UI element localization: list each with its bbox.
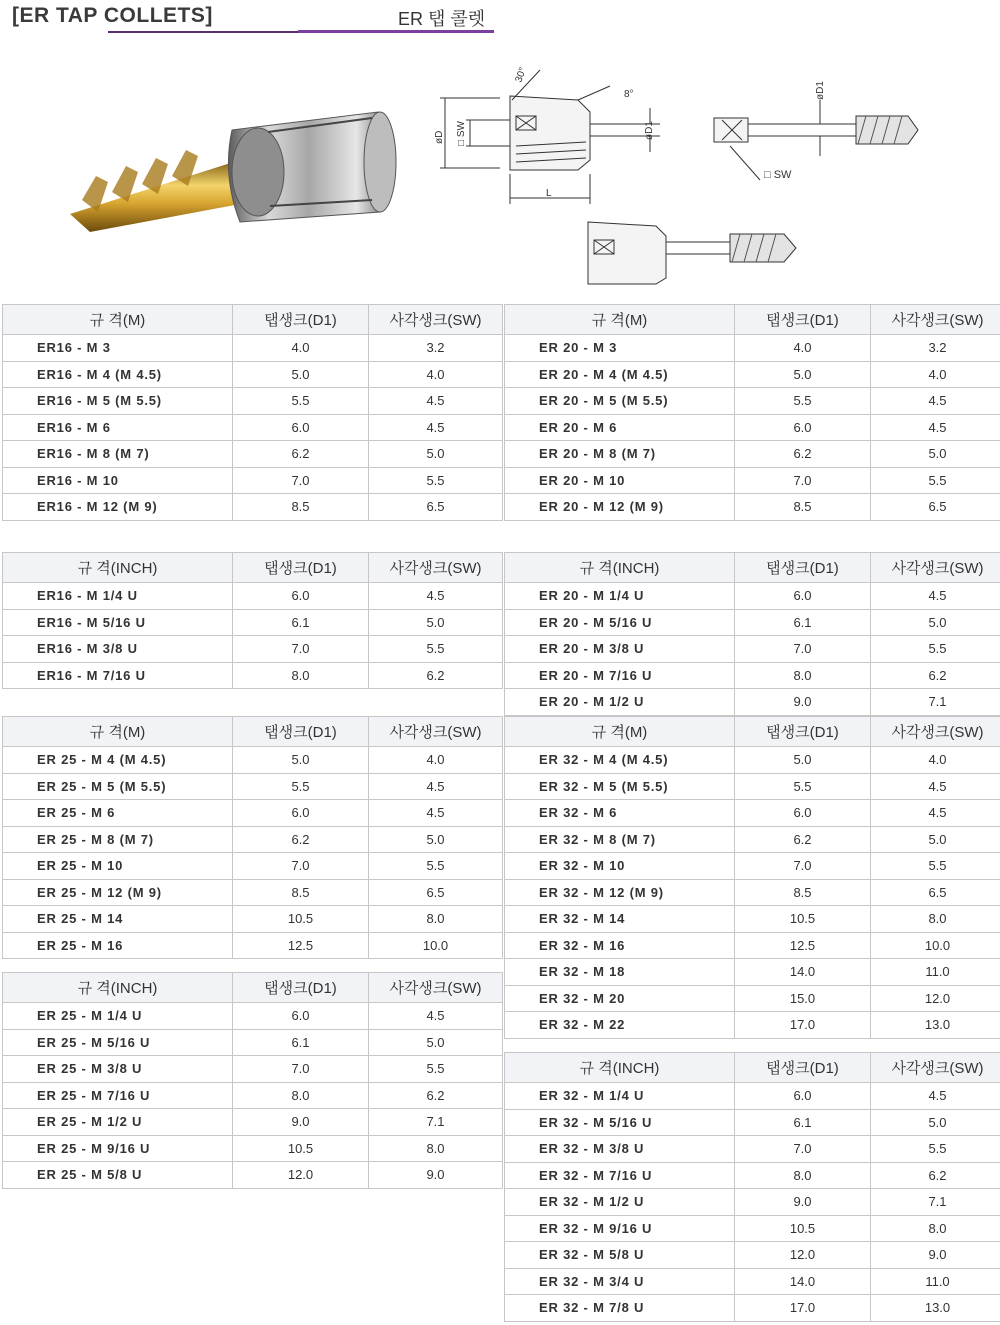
cell-spec: ER 25 - M 16: [3, 932, 233, 959]
cell-d1: 17.0: [735, 1295, 871, 1322]
cell-spec: ER 32 - M 7/16 U: [505, 1162, 735, 1189]
cell-spec: ER 32 - M 4 (M 4.5): [505, 747, 735, 774]
cell-sw: 10.0: [871, 932, 1000, 959]
cell-d1: 7.0: [233, 636, 369, 663]
cell-sw: 6.2: [369, 1082, 503, 1109]
cell-spec: ER 32 - M 7/8 U: [505, 1295, 735, 1322]
col-header-spec: 규 격(INCH): [3, 973, 233, 1003]
tap-sw-label: □ SW: [764, 169, 792, 181]
cell-d1: 9.0: [735, 689, 871, 716]
cell-spec: ER16 - M 7/16 U: [3, 662, 233, 689]
cell-spec: ER 25 - M 5/16 U: [3, 1029, 233, 1056]
angle-8-label: 8°: [624, 89, 634, 100]
cell-d1: 6.2: [233, 441, 369, 468]
dim-l-label: L: [546, 188, 552, 199]
table-header-row: [3, 305, 503, 335]
cell-spec: ER 32 - M 10: [505, 853, 735, 880]
cell-sw: 4.5: [369, 414, 503, 441]
cell-spec: ER 20 - M 10: [505, 467, 735, 494]
table-row: [505, 1215, 1000, 1242]
cell-spec: ER16 - M 5 (M 5.5): [3, 388, 233, 415]
cell-sw: 4.5: [369, 800, 503, 827]
cell-d1: 7.0: [735, 853, 871, 880]
cell-spec: ER 20 - M 1/2 U: [505, 689, 735, 716]
table-row: [505, 853, 1000, 880]
cell-sw: 9.0: [369, 1162, 503, 1189]
spec-table-er32-metric: [504, 716, 1000, 1039]
cell-d1: 9.0: [233, 1109, 369, 1136]
cell-d1: 7.0: [735, 636, 871, 663]
cell-d1: 8.0: [233, 662, 369, 689]
cell-spec: ER 32 - M 1/4 U: [505, 1083, 735, 1110]
cell-spec: ER 20 - M 5 (M 5.5): [505, 388, 735, 415]
table-row: [505, 636, 1000, 663]
table-header-row: [505, 305, 1000, 335]
col-header-d1: 탭생크(D1): [735, 1053, 871, 1083]
cell-spec: ER16 - M 5/16 U: [3, 609, 233, 636]
table-row: [3, 906, 503, 933]
cell-d1: 7.0: [735, 1136, 871, 1163]
cell-d1: 12.5: [735, 932, 871, 959]
table-row: [505, 747, 1000, 774]
cell-sw: 4.5: [871, 388, 1000, 415]
table-header-row: [505, 553, 1000, 583]
cell-d1: 7.0: [735, 467, 871, 494]
cell-spec: ER 32 - M 5 (M 5.5): [505, 773, 735, 800]
cell-spec: ER 25 - M 4 (M 4.5): [3, 747, 233, 774]
cell-d1: 7.0: [233, 467, 369, 494]
cell-spec: ER 20 - M 7/16 U: [505, 662, 735, 689]
col-header-spec: 규 격(INCH): [3, 553, 233, 583]
cell-sw: 4.0: [871, 361, 1000, 388]
cell-sw: 8.0: [871, 1215, 1000, 1242]
cell-d1: 8.5: [735, 879, 871, 906]
table-row: [505, 1083, 1000, 1110]
cell-d1: 5.5: [735, 773, 871, 800]
cell-d1: 6.1: [233, 609, 369, 636]
cell-sw: 3.2: [871, 335, 1000, 362]
col-header-sw: 사각생크(SW): [871, 1053, 1000, 1083]
cell-d1: 6.1: [735, 609, 871, 636]
cell-sw: 13.0: [871, 1012, 1000, 1039]
table-row: [3, 800, 503, 827]
cell-spec: ER 32 - M 5/8 U: [505, 1242, 735, 1269]
cell-spec: ER 32 - M 1/2 U: [505, 1189, 735, 1216]
page-subtitle: ER 탭 콜렛: [398, 9, 486, 29]
table-row: [505, 826, 1000, 853]
cell-spec: ER 25 - M 8 (M 7): [3, 826, 233, 853]
tap-collet-photo: [70, 112, 396, 232]
cell-spec: ER16 - M 4 (M 4.5): [3, 361, 233, 388]
col-header-d1: 탭생크(D1): [735, 305, 871, 335]
col-header-sw: 사각생크(SW): [871, 305, 1000, 335]
col-header-sw: 사각생크(SW): [871, 717, 1000, 747]
table-header-row: [505, 717, 1000, 747]
cell-spec: ER 32 - M 3/4 U: [505, 1268, 735, 1295]
cell-d1: 5.5: [735, 388, 871, 415]
cell-d1: 6.1: [735, 1109, 871, 1136]
tap-d1-label: øD1: [815, 81, 826, 100]
cell-sw: 9.0: [871, 1242, 1000, 1269]
cell-sw: 4.5: [369, 583, 503, 610]
cell-sw: 6.5: [369, 879, 503, 906]
table-row: [505, 662, 1000, 689]
cell-spec: ER 25 - M 14: [3, 906, 233, 933]
cell-sw: 4.5: [369, 773, 503, 800]
cell-d1: 7.0: [233, 1056, 369, 1083]
table-row: [505, 1162, 1000, 1189]
cell-sw: 4.5: [871, 1083, 1000, 1110]
cell-spec: ER 20 - M 3/8 U: [505, 636, 735, 663]
table-row: [3, 662, 503, 689]
spec-table-er25-inch: [2, 972, 503, 1189]
cell-d1: 10.5: [735, 906, 871, 933]
table-row: [3, 441, 503, 468]
table-row: [505, 335, 1000, 362]
col-header-spec: 규 격(INCH): [505, 553, 735, 583]
cell-spec: ER 32 - M 6: [505, 800, 735, 827]
cell-d1: 12.5: [233, 932, 369, 959]
cell-sw: 5.0: [369, 826, 503, 853]
table-row: [505, 985, 1000, 1012]
cell-d1: 5.5: [233, 388, 369, 415]
cell-sw: 4.5: [871, 583, 1000, 610]
table-row: [3, 335, 503, 362]
cell-d1: 6.0: [233, 583, 369, 610]
table-row: [3, 467, 503, 494]
cell-sw: 11.0: [871, 959, 1000, 986]
table-row: [3, 414, 503, 441]
cell-d1: 6.2: [735, 826, 871, 853]
col-header-spec: 규 격(INCH): [505, 1053, 735, 1083]
cell-sw: 6.2: [369, 662, 503, 689]
table-row: [505, 361, 1000, 388]
cell-d1: 6.0: [735, 414, 871, 441]
cell-spec: ER 20 - M 3: [505, 335, 735, 362]
cell-sw: 5.0: [369, 441, 503, 468]
cell-spec: ER 25 - M 6: [3, 800, 233, 827]
cell-sw: 5.0: [871, 1109, 1000, 1136]
cell-spec: ER 32 - M 20: [505, 985, 735, 1012]
cell-spec: ER16 - M 6: [3, 414, 233, 441]
cell-sw: 4.0: [871, 747, 1000, 774]
cell-sw: 4.5: [369, 1003, 503, 1030]
table-row: [3, 879, 503, 906]
cell-sw: 6.5: [369, 494, 503, 521]
cell-d1: 6.0: [233, 414, 369, 441]
spec-table-er16-inch: [2, 552, 503, 689]
table-row: [505, 773, 1000, 800]
cell-spec: ER 32 - M 22: [505, 1012, 735, 1039]
cell-d1: 15.0: [735, 985, 871, 1012]
cell-sw: 4.5: [369, 388, 503, 415]
table-row: [505, 1109, 1000, 1136]
cell-spec: ER 25 - M 1/4 U: [3, 1003, 233, 1030]
cell-spec: ER 32 - M 12 (M 9): [505, 879, 735, 906]
cell-spec: ER16 - M 1/4 U: [3, 583, 233, 610]
cell-d1: 4.0: [233, 335, 369, 362]
cell-d1: 6.2: [233, 826, 369, 853]
col-header-spec: 규 격(M): [3, 717, 233, 747]
cell-sw: 7.1: [871, 689, 1000, 716]
cell-d1: 6.0: [735, 800, 871, 827]
table-header-row: [3, 717, 503, 747]
cell-sw: 5.5: [871, 467, 1000, 494]
tap-drawing: [714, 100, 918, 180]
cell-spec: ER 25 - M 7/16 U: [3, 1082, 233, 1109]
cell-d1: 9.0: [735, 1189, 871, 1216]
table-row: [505, 1136, 1000, 1163]
table-row: [3, 1135, 503, 1162]
col-header-spec: 규 격(M): [3, 305, 233, 335]
cell-d1: 6.1: [233, 1029, 369, 1056]
title-underline-accent: [298, 30, 494, 33]
cell-d1: 8.5: [735, 494, 871, 521]
cell-d1: 8.0: [735, 662, 871, 689]
table-row: [3, 388, 503, 415]
table-row: [3, 1082, 503, 1109]
cell-spec: ER 20 - M 6: [505, 414, 735, 441]
table-row: [3, 583, 503, 610]
cell-spec: ER 32 - M 14: [505, 906, 735, 933]
cell-d1: 10.5: [233, 1135, 369, 1162]
table-row: [505, 388, 1000, 415]
dim-sw-label: □ SW: [456, 121, 467, 146]
cell-spec: ER 25 - M 1/2 U: [3, 1109, 233, 1136]
table-row: [3, 932, 503, 959]
cell-d1: 6.0: [735, 583, 871, 610]
cell-d1: 8.5: [233, 879, 369, 906]
cell-d1: 7.0: [233, 853, 369, 880]
cell-d1: 5.0: [735, 747, 871, 774]
cell-d1: 6.0: [233, 800, 369, 827]
cell-d1: 5.0: [233, 747, 369, 774]
cell-sw: 5.5: [369, 636, 503, 663]
cell-d1: 12.0: [735, 1242, 871, 1269]
cell-sw: 5.5: [369, 853, 503, 880]
cell-spec: ER 20 - M 8 (M 7): [505, 441, 735, 468]
table-row: [505, 1268, 1000, 1295]
spec-table-er32-inch: [504, 1052, 1000, 1322]
cell-d1: 4.0: [735, 335, 871, 362]
cell-sw: 6.2: [871, 1162, 1000, 1189]
cell-d1: 17.0: [735, 1012, 871, 1039]
table-row: [505, 1242, 1000, 1269]
cell-spec: ER 25 - M 3/8 U: [3, 1056, 233, 1083]
cell-sw: 3.2: [369, 335, 503, 362]
table-row: [3, 1029, 503, 1056]
cell-spec: ER 25 - M 12 (M 9): [3, 879, 233, 906]
cell-spec: ER 20 - M 4 (M 4.5): [505, 361, 735, 388]
cell-sw: 10.0: [369, 932, 503, 959]
col-header-d1: 탭생크(D1): [233, 305, 369, 335]
table-row: [3, 636, 503, 663]
table-row: [3, 747, 503, 774]
cell-spec: ER 32 - M 5/16 U: [505, 1109, 735, 1136]
col-header-d1: 탭생크(D1): [735, 717, 871, 747]
cell-sw: 8.0: [369, 906, 503, 933]
table-row: [505, 689, 1000, 716]
table-row: [3, 1109, 503, 1136]
spec-table-er25-metric: [2, 716, 503, 959]
col-header-sw: 사각생크(SW): [369, 305, 503, 335]
cell-spec: ER 20 - M 12 (M 9): [505, 494, 735, 521]
col-header-d1: 탭생크(D1): [735, 553, 871, 583]
cell-spec: ER 32 - M 8 (M 7): [505, 826, 735, 853]
cell-d1: 8.0: [735, 1162, 871, 1189]
col-header-sw: 사각생크(SW): [871, 553, 1000, 583]
cell-sw: 7.1: [871, 1189, 1000, 1216]
table-row: [505, 467, 1000, 494]
table-row: [505, 959, 1000, 986]
cell-spec: ER 25 - M 5 (M 5.5): [3, 773, 233, 800]
table-row: [505, 1012, 1000, 1039]
cell-sw: 6.2: [871, 662, 1000, 689]
table-row: [505, 441, 1000, 468]
col-header-d1: 탭생크(D1): [233, 717, 369, 747]
dim-d1-label: øD1: [644, 121, 655, 140]
col-header-d1: 탭생크(D1): [233, 973, 369, 1003]
assembly-drawing: [588, 222, 796, 284]
cell-spec: ER 32 - M 16: [505, 932, 735, 959]
title-underline: [108, 31, 298, 33]
col-header-sw: 사각생크(SW): [369, 553, 503, 583]
col-header-sw: 사각생크(SW): [369, 973, 503, 1003]
table-row: [3, 826, 503, 853]
cell-sw: 5.0: [871, 609, 1000, 636]
cell-sw: 7.1: [369, 1109, 503, 1136]
cell-spec: ER 32 - M 9/16 U: [505, 1215, 735, 1242]
cell-sw: 4.0: [369, 361, 503, 388]
cell-d1: 6.0: [735, 1083, 871, 1110]
cell-d1: 6.0: [233, 1003, 369, 1030]
spec-table-er20-metric: [504, 304, 1000, 521]
cell-spec: ER 20 - M 5/16 U: [505, 609, 735, 636]
table-row: [505, 932, 1000, 959]
cell-spec: ER16 - M 8 (M 7): [3, 441, 233, 468]
product-illustration: [0, 38, 1000, 300]
cell-spec: ER16 - M 12 (M 9): [3, 494, 233, 521]
col-header-spec: 규 격(M): [505, 305, 735, 335]
table-row: [505, 583, 1000, 610]
cell-sw: 5.0: [871, 441, 1000, 468]
cell-d1: 5.0: [735, 361, 871, 388]
table-row: [3, 1003, 503, 1030]
cell-sw: 5.5: [369, 1056, 503, 1083]
table-row: [3, 853, 503, 880]
cell-spec: ER16 - M 3/8 U: [3, 636, 233, 663]
cell-d1: 12.0: [233, 1162, 369, 1189]
table-header-row: [3, 553, 503, 583]
cell-d1: 8.0: [233, 1082, 369, 1109]
cell-sw: 4.5: [871, 414, 1000, 441]
cell-d1: 10.5: [735, 1215, 871, 1242]
table-row: [3, 361, 503, 388]
spec-table-er20-inch: [504, 552, 1000, 716]
cell-d1: 5.0: [233, 361, 369, 388]
cell-spec: ER 32 - M 18: [505, 959, 735, 986]
cell-sw: 8.0: [871, 906, 1000, 933]
table-row: [505, 879, 1000, 906]
cell-d1: 14.0: [735, 1268, 871, 1295]
cell-sw: 6.5: [871, 879, 1000, 906]
cell-sw: 6.5: [871, 494, 1000, 521]
table-row: [3, 1162, 503, 1189]
table-row: [505, 609, 1000, 636]
cell-sw: 5.0: [871, 826, 1000, 853]
cell-d1: 5.5: [233, 773, 369, 800]
cell-sw: 11.0: [871, 1268, 1000, 1295]
table-row: [505, 414, 1000, 441]
cell-sw: 5.5: [871, 636, 1000, 663]
cell-sw: 5.5: [871, 853, 1000, 880]
table-row: [505, 800, 1000, 827]
cell-sw: 5.0: [369, 609, 503, 636]
table-row: [3, 773, 503, 800]
table-row: [505, 494, 1000, 521]
angle-30-label: 30°: [513, 66, 529, 85]
table-row: [3, 494, 503, 521]
cell-sw: 8.0: [369, 1135, 503, 1162]
cell-spec: ER 25 - M 9/16 U: [3, 1135, 233, 1162]
cell-d1: 8.5: [233, 494, 369, 521]
cell-d1: 6.2: [735, 441, 871, 468]
cell-spec: ER16 - M 3: [3, 335, 233, 362]
cell-sw: 5.5: [369, 467, 503, 494]
table-header-row: [505, 1053, 1000, 1083]
cell-sw: 4.5: [871, 800, 1000, 827]
cell-d1: 10.5: [233, 906, 369, 933]
table-row: [3, 1056, 503, 1083]
table-row: [3, 609, 503, 636]
table-row: [505, 906, 1000, 933]
cell-sw: 4.0: [369, 747, 503, 774]
spec-table-er16-metric: [2, 304, 503, 521]
cell-spec: ER 25 - M 5/8 U: [3, 1162, 233, 1189]
cell-spec: ER16 - M 10: [3, 467, 233, 494]
page-title: [ER TAP COLLETS]: [12, 4, 213, 27]
cell-sw: 4.5: [871, 773, 1000, 800]
cell-sw: 5.0: [369, 1029, 503, 1056]
table-row: [505, 1189, 1000, 1216]
cell-d1: 14.0: [735, 959, 871, 986]
dim-d-label: øD: [434, 130, 445, 144]
col-header-sw: 사각생크(SW): [369, 717, 503, 747]
col-header-spec: 규 격(M): [505, 717, 735, 747]
cell-spec: ER 20 - M 1/4 U: [505, 583, 735, 610]
cell-sw: 13.0: [871, 1295, 1000, 1322]
cell-spec: ER 25 - M 10: [3, 853, 233, 880]
cell-spec: ER 32 - M 3/8 U: [505, 1136, 735, 1163]
table-row: [505, 1295, 1000, 1322]
table-header-row: [3, 973, 503, 1003]
cell-sw: 12.0: [871, 985, 1000, 1012]
col-header-d1: 탭생크(D1): [233, 553, 369, 583]
cell-sw: 5.5: [871, 1136, 1000, 1163]
